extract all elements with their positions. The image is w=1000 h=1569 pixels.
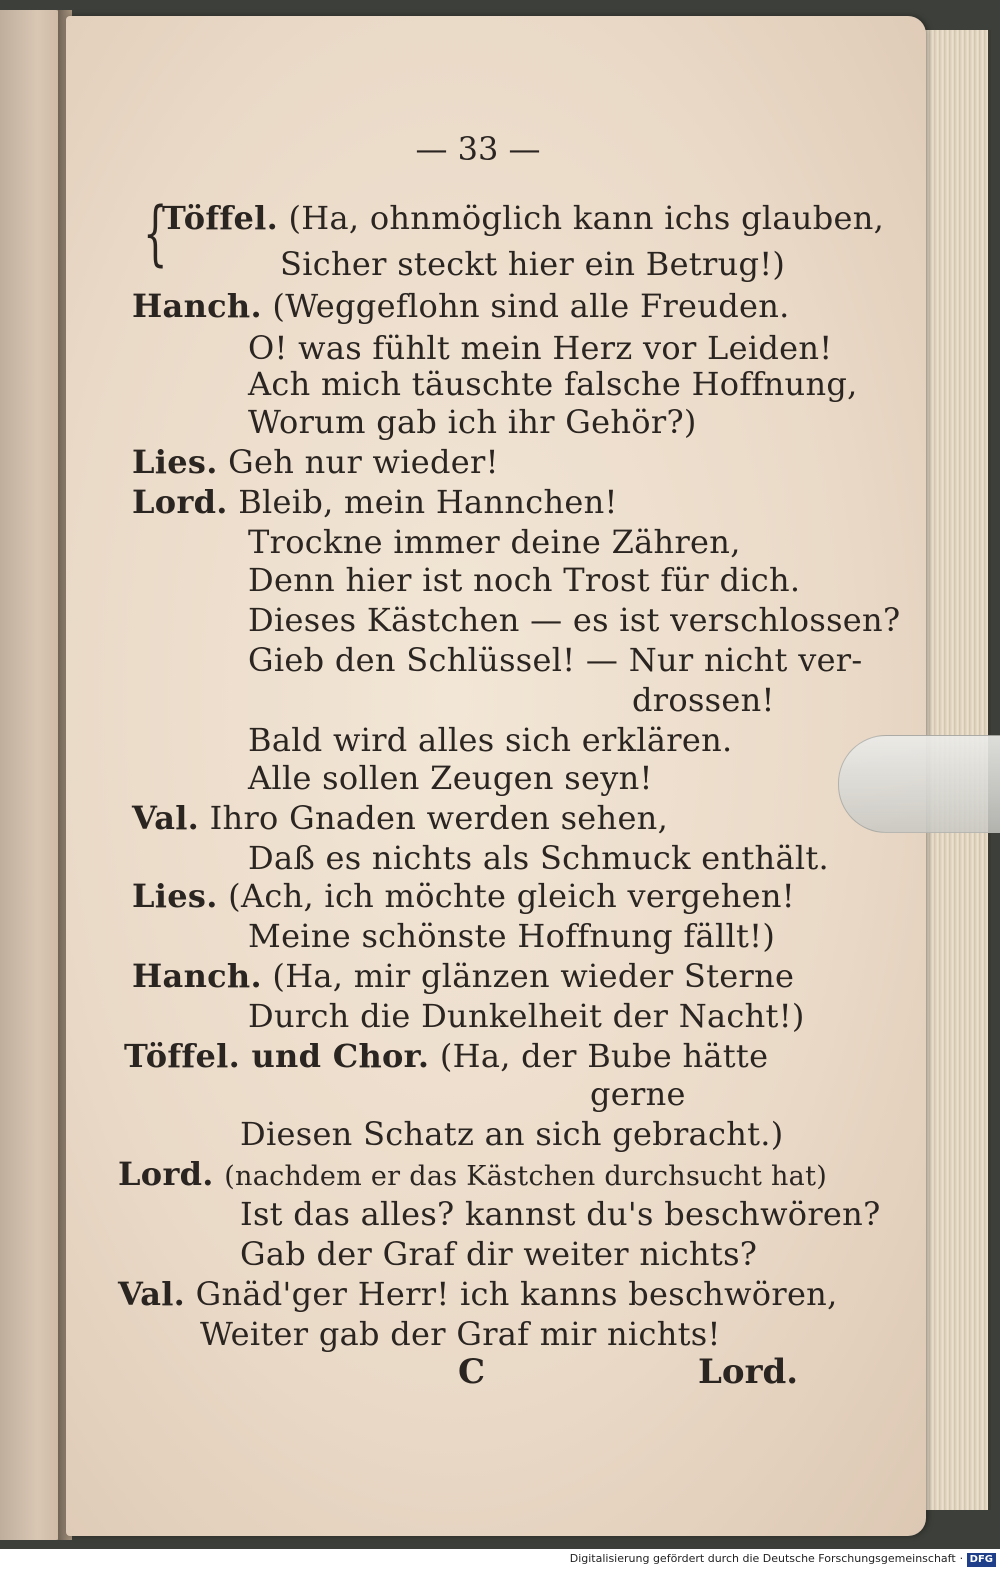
verse-line: [248, 640, 863, 680]
verse-line: [124, 1036, 768, 1076]
catchword: Lord.: [698, 1352, 799, 1392]
line-text: Trockne immer deine Zähren,: [248, 523, 741, 561]
line-text: (nachdem er das Kästchen durchsucht hat): [224, 1161, 828, 1192]
dfg-logo: DFG: [967, 1553, 996, 1567]
line-text: Dieses Kästchen — es ist verschlossen?: [248, 601, 901, 639]
verse-line: [248, 838, 829, 878]
verse-line: [248, 600, 900, 640]
line-text: Worum gab ich ihr Gehör?): [248, 403, 697, 441]
line-text: O! was fühlt mein Herz vor Leiden!: [248, 329, 833, 367]
speaker-name: Val.: [132, 799, 200, 837]
brace-mark: {: [143, 192, 168, 274]
line-text: Ist das alles? kannst du's beschwören?: [240, 1195, 881, 1233]
line-text: Gieb den Schlüssel! — Nur nicht ver-: [248, 641, 863, 679]
verse-line: [118, 1154, 827, 1197]
verse-line: [280, 244, 785, 284]
verse-line: [248, 560, 800, 600]
verse-line: [240, 1114, 784, 1154]
footer-credit: Digitalisierung gefördert durch die Deutsche Forschungsgemeinschaft: [569, 1552, 956, 1565]
verse-line: [132, 286, 790, 326]
verse-line: [590, 1074, 686, 1114]
verse-line: [240, 1194, 881, 1234]
line-text: Durch die Dunkelheit der Nacht!): [248, 997, 805, 1035]
speaker-name: Töffel. und Chor.: [124, 1037, 430, 1075]
verse-line: [132, 442, 499, 482]
line-text: Gnäd'ger Herr! ich kanns beschwören,: [195, 1275, 838, 1313]
speaker-name: Lord.: [132, 483, 228, 521]
verse-line: [200, 1314, 721, 1354]
line-text: Geh nur wieder!: [228, 443, 499, 481]
line-text: Bald wird alles sich erklären.: [248, 721, 733, 759]
line-text: (Ha, ohnmöglich kann ichs glauben,: [288, 199, 885, 237]
verse-line: [118, 1274, 838, 1314]
signature-mark: C: [458, 1352, 486, 1392]
line-text: Alle sollen Zeugen seyn!: [248, 759, 653, 797]
speaker-name: Hanch.: [132, 957, 262, 995]
line-text: Daß es nichts als Schmuck enthält.: [248, 839, 829, 877]
line-text: Ihro Gnaden werden sehen,: [209, 799, 669, 837]
line-text: (Ach, ich möchte gleich vergehen!: [228, 877, 795, 915]
left-page-edge: [0, 10, 62, 1540]
verse-line: [632, 680, 775, 720]
verse-line: [132, 876, 795, 916]
line-text: drossen!: [632, 681, 775, 719]
speaker-name: Hanch.: [132, 287, 262, 325]
line-text: Bleib, mein Hannchen!: [238, 483, 618, 521]
footer-bar: [0, 1549, 1000, 1569]
verse-line: [132, 956, 794, 996]
verse-line: [132, 798, 668, 838]
verse-line: [248, 364, 858, 404]
speaker-name: Töffel.: [162, 199, 279, 237]
verse-line: [248, 996, 805, 1036]
line-text: Gab der Graf dir weiter nichts?: [240, 1235, 758, 1273]
verse-line: [248, 916, 775, 956]
verse-line: [248, 720, 732, 760]
footer-separator: ·: [959, 1552, 967, 1565]
verse-line: [248, 402, 697, 442]
line-text: Ach mich täuschte falsche Hoffnung,: [248, 365, 858, 403]
page-number: — 33 —: [415, 130, 541, 168]
line-text: gerne: [590, 1075, 686, 1113]
line-text: Meine schönste Hoffnung fällt!): [248, 917, 776, 955]
line-text: Weiter gab der Graf mir nichts!: [200, 1315, 721, 1353]
line-text: Sicher steckt hier ein Betrug!): [280, 245, 786, 283]
line-text: (Ha, mir glänzen wieder Sterne: [272, 957, 795, 995]
line-text: (Ha, der Bube hätte: [439, 1037, 769, 1075]
verse-line: [162, 198, 884, 238]
line-text: Denn hier ist noch Trost für dich.: [248, 561, 801, 599]
verse-line: [248, 328, 832, 368]
speaker-name: Lord.: [118, 1155, 214, 1193]
verse-line: [248, 758, 653, 798]
verse-line: [240, 1234, 757, 1274]
line-text: (Weggeflohn sind alle Freuden.: [272, 287, 790, 325]
verse-line: [132, 482, 618, 522]
line-text: Diesen Schatz an sich gebracht.): [240, 1115, 784, 1153]
speaker-name: Lies.: [132, 443, 218, 481]
verse-line: [248, 522, 741, 562]
page-clip-tab: [838, 735, 1000, 833]
speaker-name: Lies.: [132, 877, 218, 915]
speaker-name: Val.: [118, 1275, 186, 1313]
